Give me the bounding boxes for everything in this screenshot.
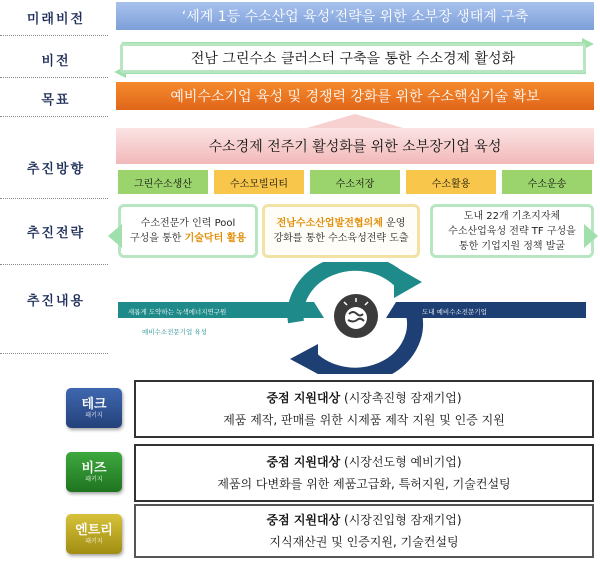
row-label-content: 추진내용 (26, 294, 86, 309)
strategy-line: 수소전문가 인력 Pool (140, 218, 236, 229)
cycle-diagram (110, 262, 598, 374)
strategy-line: 도내 22개 기초지자체 (463, 210, 561, 222)
package-sub: 패키지 (85, 411, 103, 419)
target-highlight: 중점 지원대상 (266, 513, 341, 527)
direction-banner: 수소경제 전주기 활성화를 위한 소부장기업 육성 (116, 128, 594, 164)
divider (0, 353, 108, 354)
row-label-goal: 목표 (41, 93, 71, 108)
strategy-text: 운영 (382, 218, 406, 229)
row-label-direction: 추진방향 (26, 162, 86, 177)
strategy-text: 구성을 통한 (129, 233, 185, 244)
divider (0, 35, 108, 36)
package-target (266, 451, 461, 473)
package-description: 제품의 다변화를 위한 제품고급화, 특허지원, 기술컨설팅 (217, 477, 511, 491)
strategy-arrows (108, 214, 598, 258)
package-name: 비즈 (81, 460, 107, 476)
row-label-strategy: 추진전략 (26, 226, 86, 241)
strategy-highlight: 기술닥터 활용 (184, 233, 247, 244)
strategy-line: 통한 기업지원 정책 발굴 (458, 240, 566, 252)
biz-package-card (134, 444, 594, 502)
direction-item: 수소저장 (310, 170, 400, 194)
package-target (266, 509, 461, 531)
divider (0, 116, 108, 117)
right-arrow-icon (584, 224, 598, 248)
arrow-left-icon (290, 344, 318, 374)
arrow-right-icon (394, 266, 422, 298)
package-name: 테크 (81, 396, 107, 412)
direction-item: 수소활용 (406, 170, 496, 194)
left-bar-label: 새롭게 도약하는 녹색에너지연구원 (128, 308, 227, 316)
divider (0, 77, 108, 78)
strategy-highlight: 전남수소산업발전협의체 (276, 218, 383, 229)
target-text: (시장진입형 잠재기업) (340, 513, 462, 527)
vision-box: ‘세계 1등 수소산업 육성’전략을 위한 소부장 생태계 구축 (116, 2, 594, 30)
direction-item: 수소모빌리티 (214, 170, 304, 194)
tech-package-card (134, 380, 594, 438)
biz-package-button (66, 452, 122, 492)
package-name: 엔트리 (75, 522, 113, 538)
row-label-mission: 비전 (41, 54, 71, 69)
package-description: 지식재산권 및 인증지원, 기술컨설팅 (269, 535, 459, 549)
entry-package-card (134, 504, 594, 558)
target-highlight: 중점 지원대상 (266, 391, 341, 405)
package-description: 제품 제작, 판매를 위한 시제품 제작 지원 및 인증 지원 (223, 413, 505, 427)
strategy-line: 수소산업육성 전략 TF 구성을 (448, 225, 576, 237)
package-target (266, 387, 461, 409)
left-arrow-icon (108, 224, 122, 248)
package-sub: 패키지 (85, 475, 103, 483)
direction-item: 수소운송 (502, 170, 592, 194)
divider (0, 198, 108, 199)
target-highlight: 중점 지원대상 (266, 455, 341, 469)
mission-box: 전남 그린수소 클러스터 구축을 통한 수소경제 활성화 (120, 43, 586, 73)
target-text: (시장선도형 예비기업) (340, 455, 462, 469)
package-sub: 패키지 (85, 537, 103, 545)
strategy-line: 강화를 통한 수소육성전략 도출 (273, 233, 409, 244)
goal-box: 예비수소기업 육성 및 경쟁력 강화를 위한 수소핵심기술 확보 (116, 82, 594, 110)
entry-package-button (66, 514, 122, 554)
row-label-vision: 미래비전 (26, 12, 86, 27)
tech-package-button (66, 388, 122, 428)
target-text: (시장촉진형 잠재기업) (340, 391, 462, 405)
divider (0, 264, 108, 265)
direction-item: 그린수소생산 (118, 170, 208, 194)
left-bottom-label: 예비수소전문기업 육성 (142, 328, 207, 336)
right-bar-label: 도내 예비수소전문기업 (422, 308, 487, 316)
